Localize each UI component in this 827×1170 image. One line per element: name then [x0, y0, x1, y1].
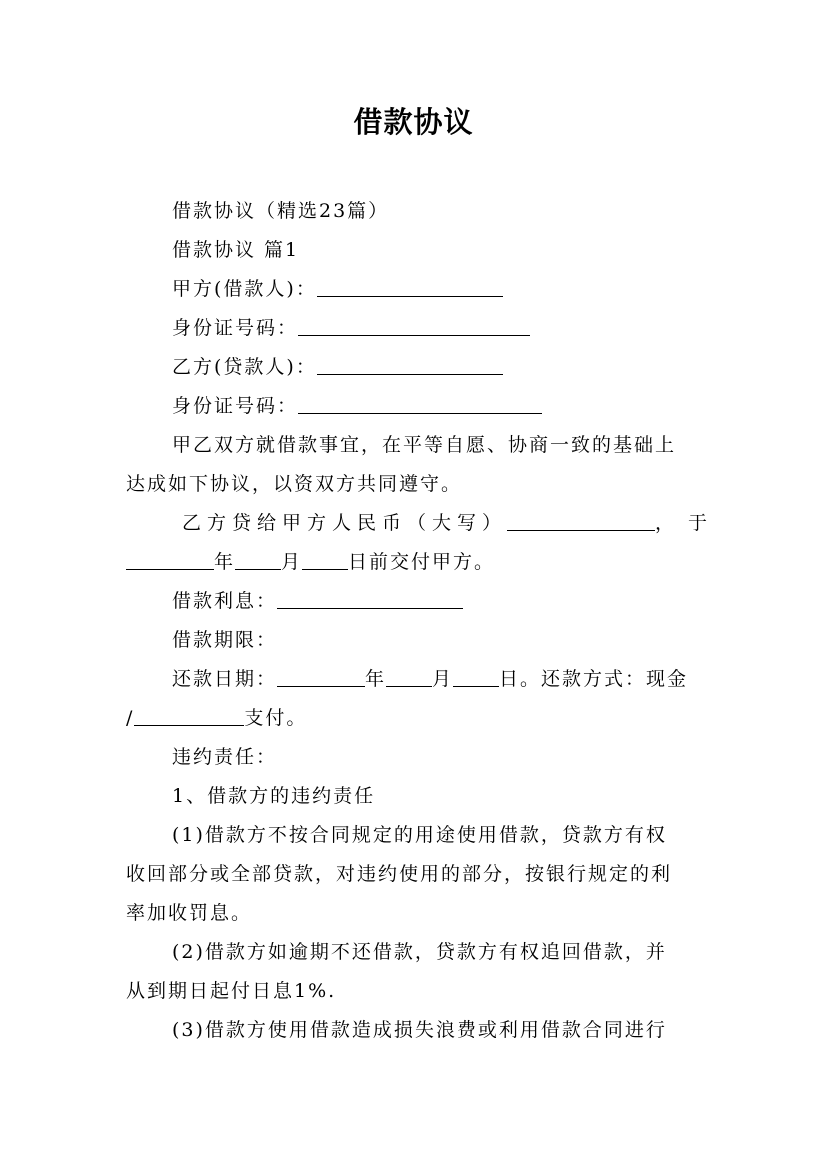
amount-suffix: ，于: [655, 512, 722, 534]
id-blank-b: [298, 393, 542, 414]
clause-1-3-line-1: (3)借款方使用借款造成损失浪费或利用借款合同进行: [172, 1019, 667, 1041]
repay-month-blank: [386, 666, 432, 687]
payment-method-blank: [134, 705, 244, 726]
payment-suffix: 支付。: [244, 707, 308, 729]
clause-1-1-line-2: 收回部分或全部贷款，对违约使用的部分，按银行规定的利: [126, 863, 673, 885]
clause-1-2-line-2: 从到期日起付日息1%.: [126, 980, 337, 1002]
repay-day-blank: [453, 666, 499, 687]
repay-day-label: 日。还款方式：现金: [499, 668, 689, 690]
party-a-blank: [317, 276, 503, 297]
delivery-month-label: 月: [281, 551, 303, 573]
interest-blank: [277, 588, 463, 609]
amount-row: [126, 508, 722, 538]
interest-label: 借款利息：: [172, 590, 278, 612]
repay-year-blank: [277, 666, 365, 687]
intro-line-2: 达成如下协议，以资双方共同遵守。: [126, 473, 463, 495]
delivery-date-row: [126, 547, 702, 577]
id-label-b: 身份证号码：: [172, 395, 299, 417]
amount-prefix: 乙方贷给甲方人民币（大写）: [182, 512, 508, 534]
delivery-year-blank: [126, 549, 214, 570]
party-b-row: [126, 352, 702, 382]
amount-blank: [507, 510, 655, 531]
id-number-row-a: [126, 313, 702, 343]
document-title: 借款协议: [353, 105, 474, 139]
liability-heading: 违约责任：: [172, 746, 278, 768]
document-subtitle: 借款协议（精选23篇）: [172, 200, 390, 222]
id-blank-a: [298, 315, 530, 336]
id-label-a: 身份证号码：: [172, 317, 299, 339]
delivery-month-blank: [235, 549, 281, 570]
intro-line-1: 甲乙双方就借款事宜，在平等自愿、协商一致的基础上: [172, 434, 677, 456]
party-b-label: 乙方(贷款人)：: [172, 356, 317, 378]
repay-month-label: 月: [432, 668, 454, 690]
party-b-blank: [317, 354, 503, 375]
clause-1-heading: 1、借款方的违约责任: [172, 785, 376, 807]
payment-method-row: [126, 703, 702, 733]
id-number-row-b: [126, 391, 702, 421]
repayment-date-row: [126, 664, 702, 694]
delivery-day-blank: [302, 549, 348, 570]
clause-1-2-line-1: (2)借款方如逾期不还借款，贷款方有权追回借款，并: [172, 941, 667, 963]
delivery-year-label: 年: [214, 551, 236, 573]
term-row: 借款期限：: [172, 629, 278, 651]
interest-row: [126, 586, 702, 616]
chapter-heading: 借款协议 篇1: [172, 239, 300, 261]
party-a-row: [126, 274, 702, 304]
delivery-day-label: 日前交付甲方。: [348, 551, 496, 573]
payment-prefix: /: [126, 707, 135, 729]
repay-label: 还款日期：: [172, 668, 278, 690]
clause-1-1-line-1: (1)借款方不按合同规定的用途使用借款，贷款方有权: [172, 824, 667, 846]
repay-year-label: 年: [365, 668, 387, 690]
party-a-label: 甲方(借款人)：: [172, 278, 317, 300]
clause-1-1-line-3: 率加收罚息。: [126, 902, 253, 924]
